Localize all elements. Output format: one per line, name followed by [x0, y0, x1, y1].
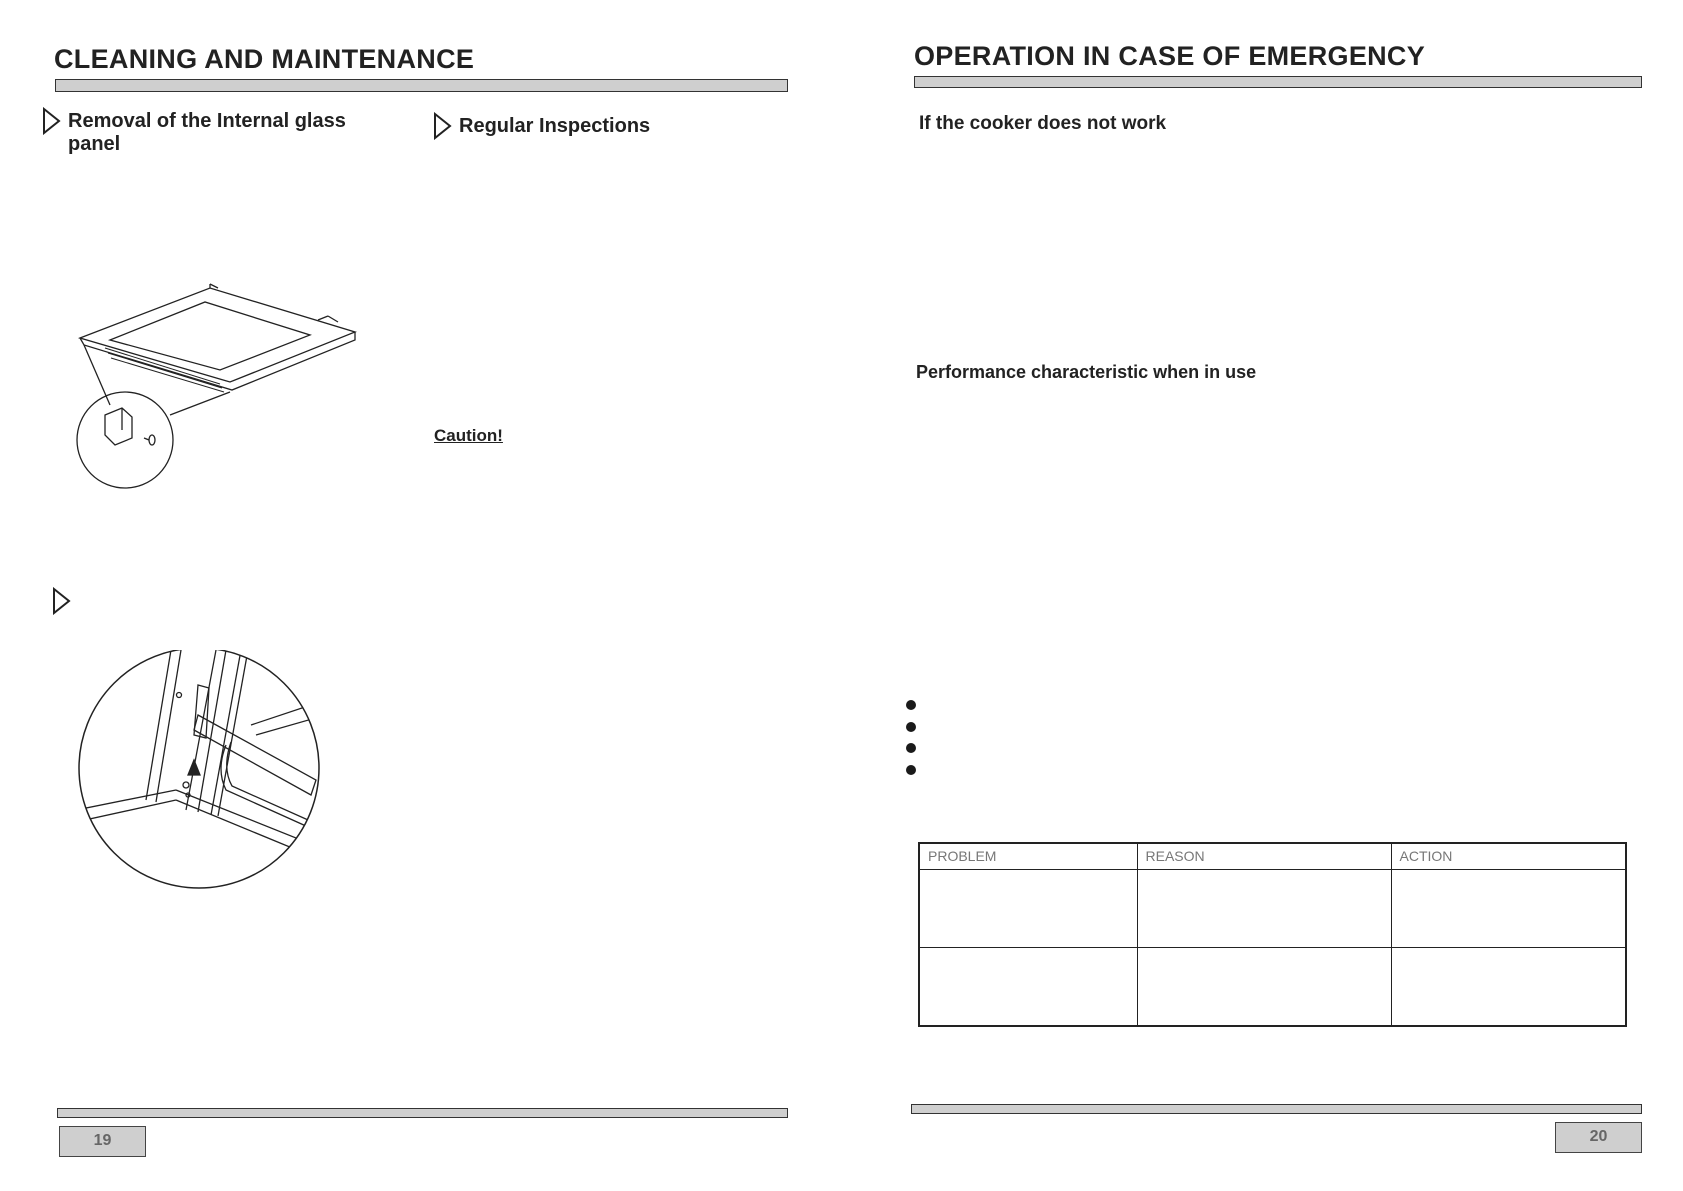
table-cell: [919, 948, 1137, 1027]
table-row: [919, 870, 1626, 948]
bullet-dot: [906, 700, 916, 710]
header-rule-right: [914, 76, 1642, 88]
table-cell: [1391, 870, 1626, 948]
bullet-dot: [906, 743, 916, 753]
table-cell: [1391, 948, 1626, 1027]
section-heading-regular-inspections: Regular Inspections: [459, 115, 651, 137]
bullet-dot: [906, 765, 916, 775]
column-header-problem: PROBLEM: [919, 843, 1137, 870]
page-number-right: 20: [1555, 1122, 1642, 1153]
table-row: [919, 948, 1626, 1027]
triangle-bullet-icon: [42, 107, 62, 135]
troubleshooting-table: [918, 842, 1627, 1027]
section-heading-glass-panel: Removal of the Internal glass panel: [68, 110, 346, 155]
footer-rule-left: [57, 1108, 788, 1118]
triangle-bullet-icon: [433, 112, 453, 140]
caution-label: Caution!: [434, 426, 503, 445]
footer-rule-right: [911, 1104, 1642, 1114]
page-title-cleaning: CLEANING AND MAINTENANCE: [54, 44, 475, 74]
oven-rail-illustration: [76, 650, 326, 890]
triangle-bullet-icon: [52, 587, 72, 615]
column-header-reason: REASON: [1137, 843, 1391, 870]
table-cell: [1137, 948, 1391, 1027]
page-title-emergency: OPERATION IN CASE OF EMERGENCY: [914, 41, 1426, 71]
table-cell: [1137, 870, 1391, 948]
bullet-dot: [906, 722, 916, 732]
table-header-row: [919, 843, 1626, 870]
table-cell: [919, 870, 1137, 948]
header-rule-left: [55, 79, 788, 92]
page-number-left: 19: [59, 1126, 146, 1157]
column-header-action: ACTION: [1391, 843, 1626, 870]
subtitle-performance: Performance characteristic when in use: [916, 362, 1257, 382]
glass-panel-illustration: [70, 280, 370, 495]
subtitle-cooker-not-work: If the cooker does not work: [919, 113, 1167, 134]
